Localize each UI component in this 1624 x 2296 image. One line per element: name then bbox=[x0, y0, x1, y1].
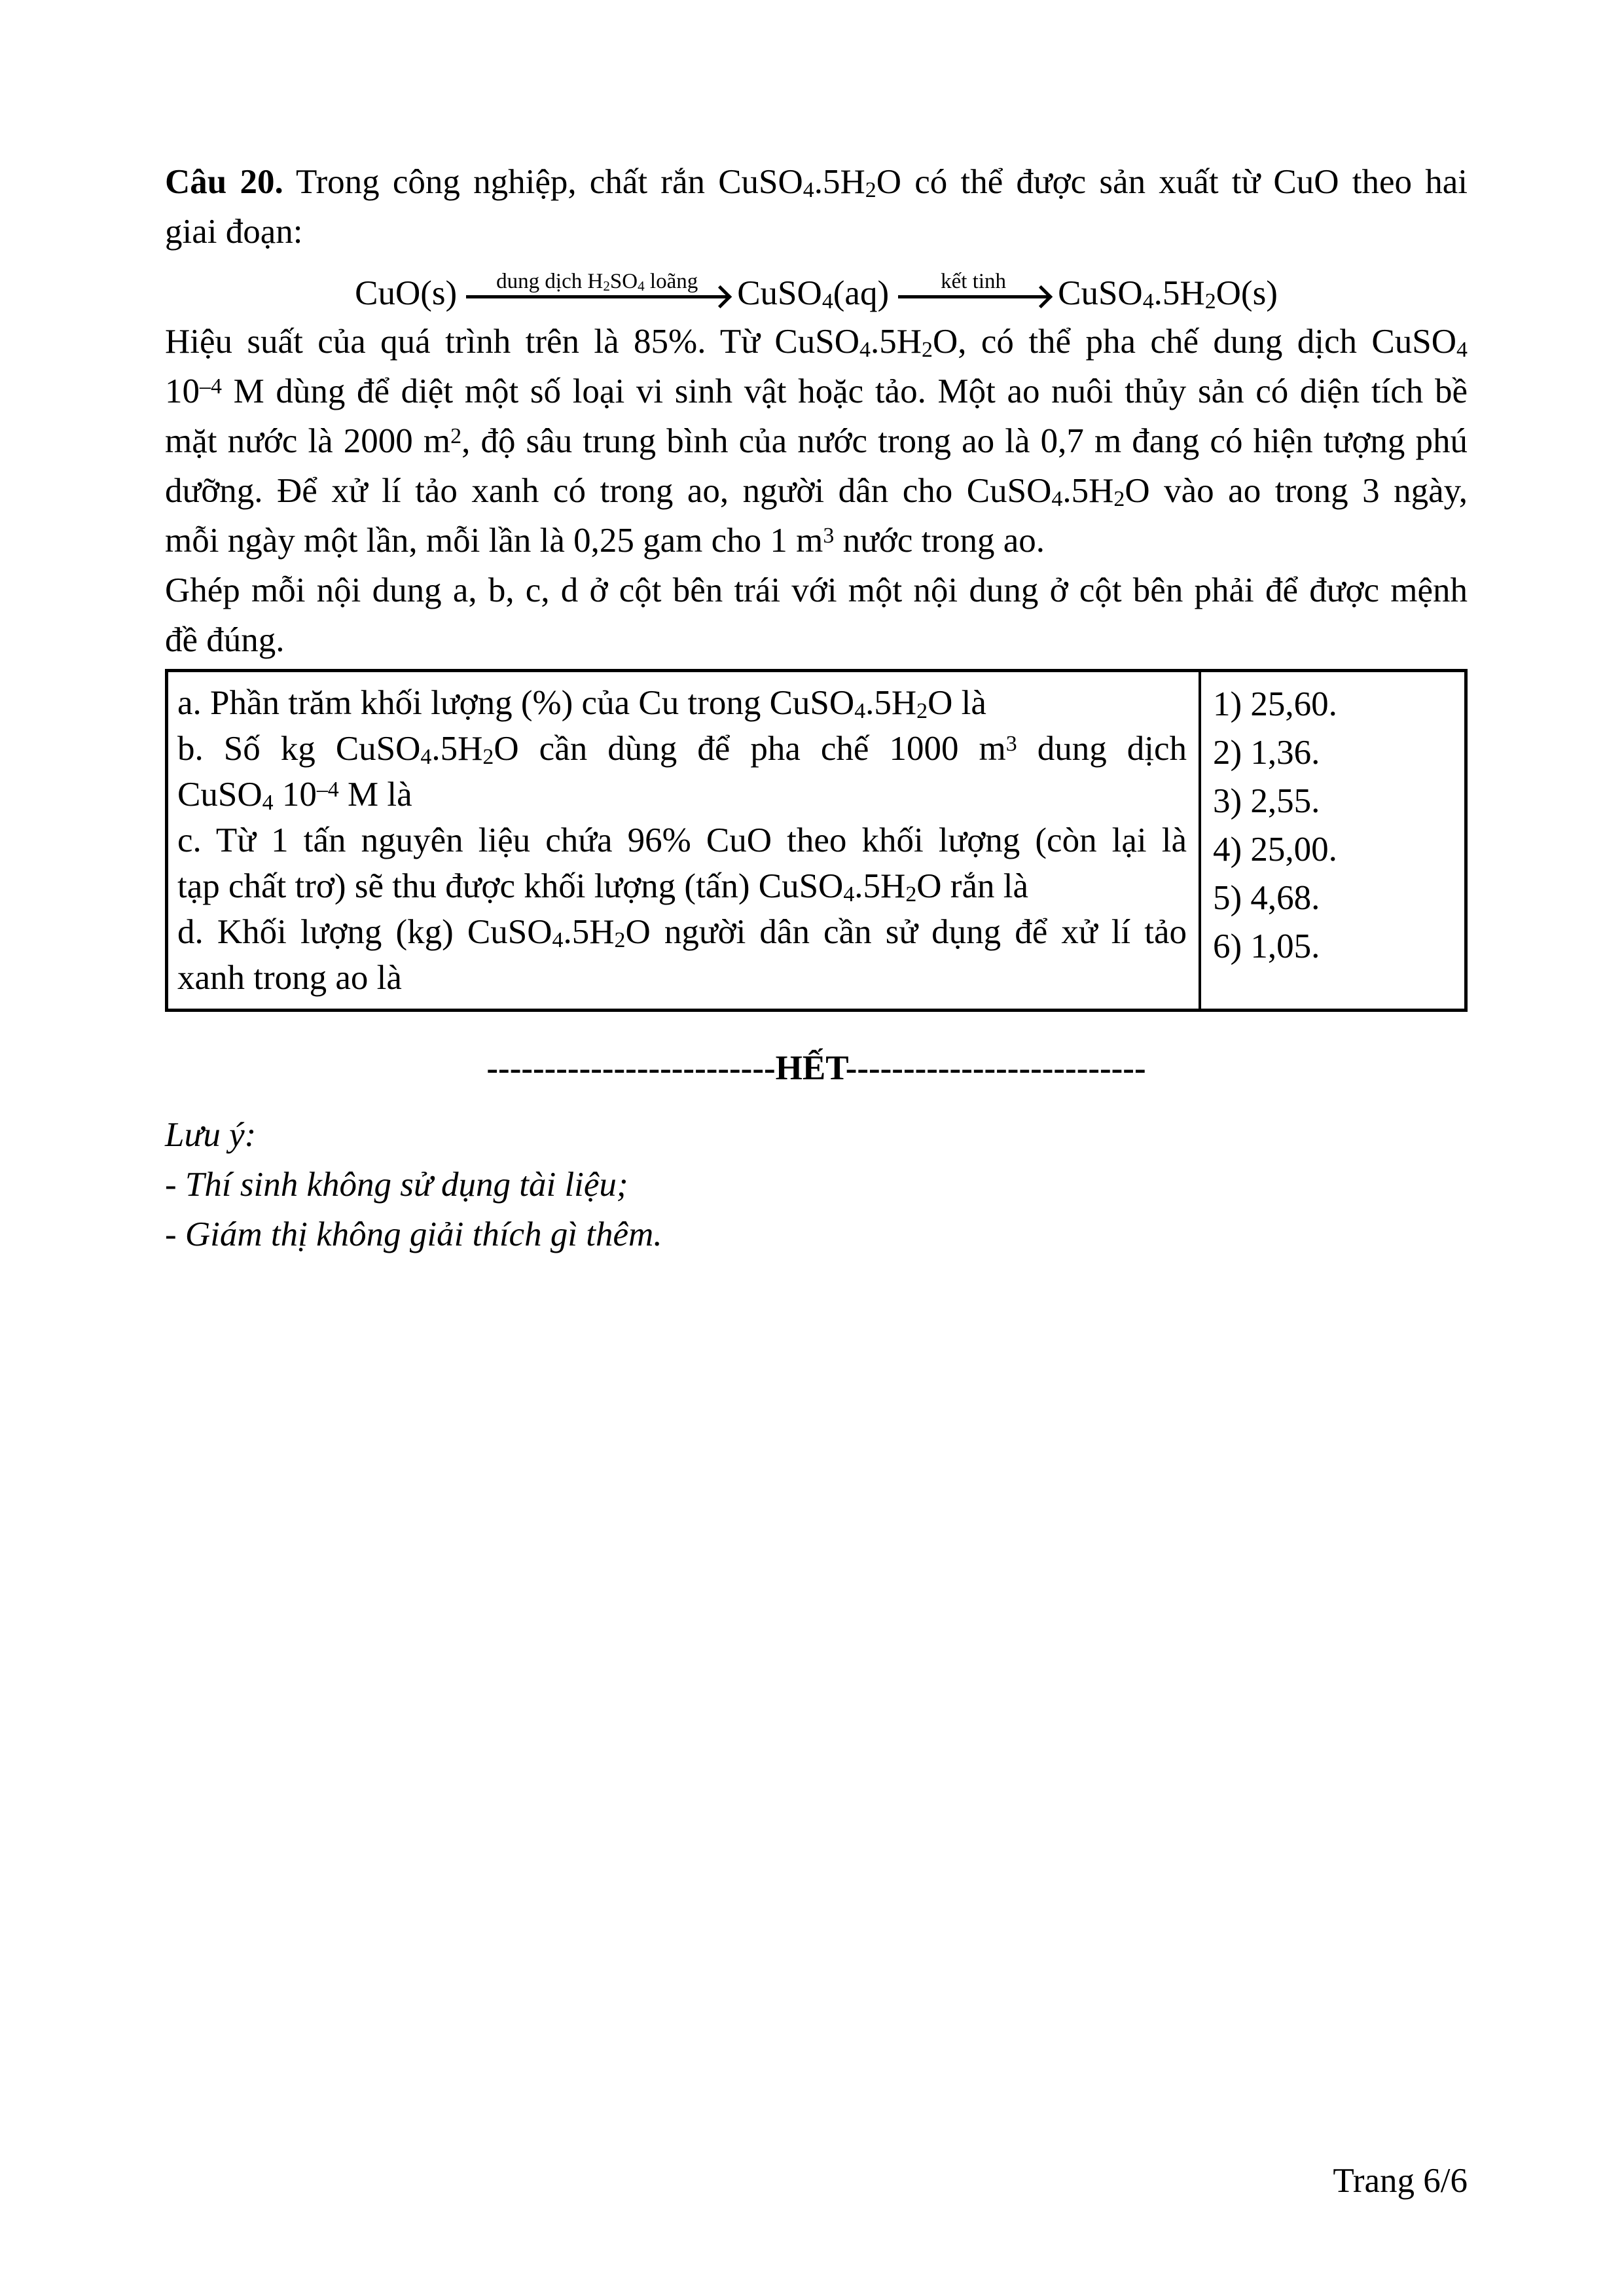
divider-dashes-left: ------------------------- bbox=[486, 1049, 776, 1087]
matching-table bbox=[165, 669, 1468, 1012]
intermediate-formula: CuSO$_4$(aq) bbox=[737, 274, 890, 314]
question-heading-line-1: Câu 20. Trong công nghiệp, chất rắn $CuSO_4.5H_2O$ có thể được sản xuất từ CuO theo hai bbox=[165, 163, 1468, 202]
question-body-line: Hiệu suất của quá trình trên là 85%. Từ $CuSO_4.5H_2O$, có thể pha chế dung dịch CuSO$_4$ bbox=[165, 323, 1468, 362]
right-option-2: 2) 1,36. bbox=[1213, 734, 1320, 772]
left-item-d-line-1: d. Khối lượng (kg) $CuSO_4.5H_2O$ người dân cần sử dụng để xử lí tảo bbox=[177, 913, 1187, 952]
left-item-d-line-2: xanh trong ao là bbox=[177, 959, 402, 997]
matching-instruction-line: Ghép mỗi nội dung a, b, c, d ở cột bên trái với một nội dung ở cột bên phải để được mệnh bbox=[165, 571, 1468, 609]
matching-left-column bbox=[168, 672, 1201, 1009]
reactant-formula: CuO(s) bbox=[355, 274, 458, 312]
question-body-line: mỗi ngày một lần, mỗi lần là 0,25 gam cho 1 $m^3$ nước trong ao. bbox=[165, 522, 1045, 560]
notes-title: Lưu ý: bbox=[165, 1116, 257, 1154]
left-item-b-line-1: b. Số kg $CuSO_4.5H_2O$ cần dùng để pha chế 1000 $m^3$ dung dịch bbox=[177, 730, 1187, 769]
reaction-equation bbox=[165, 258, 1468, 314]
question-body-line: dưỡng. Để xử lí tảo xanh có trong ao, người dân cho $CuSO_4.5H_2O$ vào ao trong 3 ngày, bbox=[165, 472, 1468, 511]
left-item-c-line-1: c. Từ 1 tấn nguyên liệu chứa 96% CuO theo khối lượng (còn lại là bbox=[177, 821, 1187, 859]
reaction-arrow-1 bbox=[466, 270, 728, 298]
reaction-arrow-2 bbox=[898, 270, 1049, 298]
left-item-c-line-2: tạp chất trơ) sẽ thu được khối lượng (tấn) $CuSO_4.5H_2O$ rắn là bbox=[177, 867, 1028, 906]
page-content bbox=[165, 157, 1468, 1259]
right-option-5: 5) 4,68. bbox=[1213, 879, 1320, 917]
left-item-a: a. Phần trăm khối lượng (%) của Cu trong $CuSO_4.5H_2O$ là bbox=[177, 684, 986, 723]
right-option-6: 6) 1,05. bbox=[1213, 927, 1320, 965]
arrow-1-label: dung dịch $H_2SO_4$ loãng bbox=[496, 270, 698, 294]
note-line-1: - Thí sinh không sử dụng tài liệu; bbox=[165, 1166, 628, 1204]
divider-dashes-right: -------------------------- bbox=[845, 1049, 1146, 1087]
page-number: Trang 6/6 bbox=[1333, 2162, 1468, 2200]
exam-notes bbox=[165, 1110, 1468, 1259]
note-line-2: - Giám thị không giải thích gì thêm. bbox=[165, 1215, 662, 1253]
matching-right-column bbox=[1201, 672, 1464, 1009]
arrow-2-label: kết tinh bbox=[941, 270, 1007, 293]
product-formula: $CuSO_4.5H_2O(s)$ bbox=[1058, 274, 1278, 314]
end-label: HẾT bbox=[775, 1049, 846, 1087]
right-option-4: 4) 25,00. bbox=[1213, 831, 1337, 869]
question-body-line: $10^{-4}$ M dùng để diệt một số loại vi sinh vật hoặc tảo. Một ao nuôi thủy sản có diện tích bề bbox=[165, 372, 1468, 410]
left-item-b-line-2: CuSO$_4$ $10^{-4}$ M là bbox=[177, 776, 412, 815]
right-option-3: 3) 2,55. bbox=[1213, 782, 1320, 820]
matching-instruction-line: đề đúng. bbox=[165, 621, 285, 659]
question-heading-line-2: giai đoạn: bbox=[165, 213, 303, 251]
right-option-1: 1) 25,60. bbox=[1213, 685, 1337, 723]
question-body-line: mặt nước là 2000 $m^2$, độ sâu trung bình của nước trong ao là 0,7 m đang có hiện tượng phú bbox=[165, 422, 1468, 460]
end-divider bbox=[165, 1043, 1468, 1093]
